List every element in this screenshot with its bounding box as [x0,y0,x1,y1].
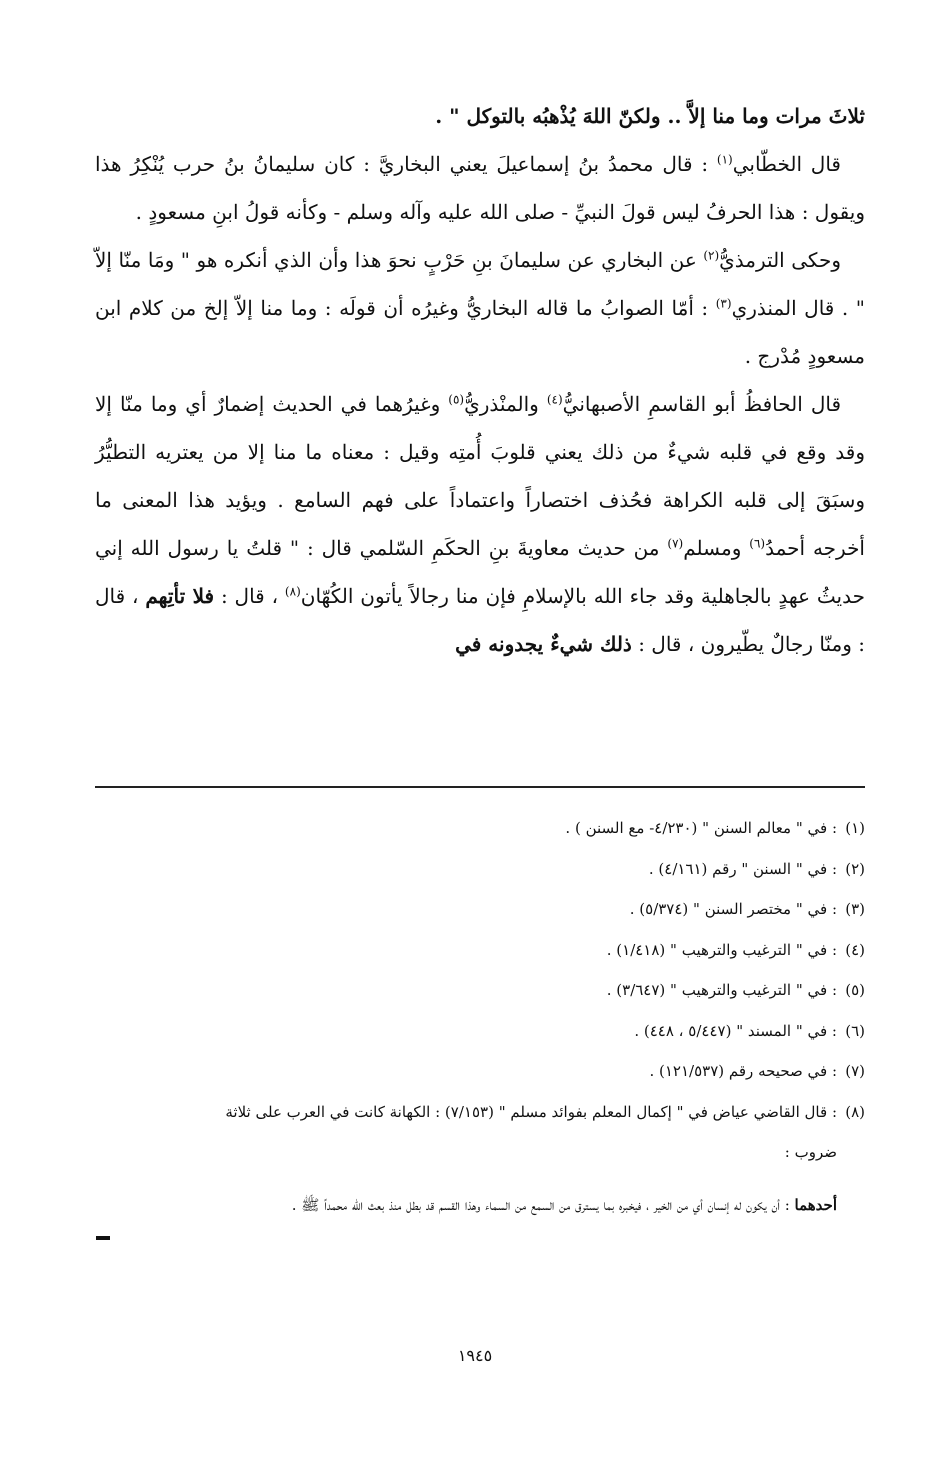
footnote-number: (٧) [845,1062,865,1080]
footnote [95,1051,865,1092]
paragraph-text: : قال محمدُ بنُ إسماعيلَ يعني البخاريَّ : كان سليمانُ بنُ حرب يُنْكِرُ هذا ويقول : هذا الحرفُ ليس قولَ النبيِّ - صلى الله عليه وآله وسلم - وكأنه قولُ ابنِ مسعودٍ . [95,152,865,224]
footnote-ref[interactable]: (٤) [546,392,563,407]
footnote [95,930,865,971]
footnote-text: : في " المسند " (٥/٤٤٧ ، ٤٤٨) . [634,1021,837,1040]
footnote-divider [95,786,865,788]
footnote-list [95,808,865,1173]
paragraph-text: فلا تأتِهم [145,584,215,608]
paragraph-text: ثلاثَ مرات وما منا إلاَّ .. ولكنّ اللهَ يُذْهبُه بالتوكل " . [435,104,865,128]
paragraph [95,140,865,236]
footnote-number: (٣) [845,900,865,918]
paragraph-text: من حديث معاويةَ بنِ الحكَمِ السّلمي قال : " قلتُ يا رسول الله إني حديثُ عهدٍ بالجاهلية وقد جاء الله بالإسلامِ فإن منا رجالاً يأتون الكُهّان [95,536,865,608]
footnote-text: : في صحيحه رقم (١٢١/٥٣٧) . [649,1062,837,1080]
footnote [95,1011,865,1052]
paragraph-text: والمنْذريُّ [464,392,547,416]
footnote-number: (٥) [845,981,865,999]
footnote [95,1092,865,1133]
footnote-subnote [95,1185,837,1225]
paragraph-text: وحكى الترمذيُّ [719,248,841,272]
footnote [95,970,865,1011]
footnote-ref[interactable]: (٧) [667,536,684,551]
footnote-number: (٢) [845,859,865,878]
paragraph [95,236,865,380]
footnote-number: (٦) [845,1021,865,1040]
footnote-ref[interactable]: (٣) [715,296,732,311]
paragraph-text: ، قال : ومنّا رجالٌ يطّيرون ، قال : [95,584,865,656]
footnote [95,849,865,890]
paragraph [95,380,865,668]
footnote-text: : في " معالم السنن " (٤/٢٣٠- مع السنن ) . [565,819,837,837]
footnote-text: : في " الترغيب والترهيب " (١/٤١٨) . [606,940,837,959]
paragraph-text: ، قال : [214,584,285,608]
footnote-ref[interactable]: (٨) [284,584,301,599]
footnote [95,889,865,930]
paragraph-text: وغيرُهما في الحديث إضمارٌ أي وما منّا إلا وقد وقع في قلبه شيءٌ من ذلك يعني قلوبَ أُمتِه وقيل : معناه ما منا إلا من يعتريه التطيُّرُ وسبَقَ إلى قلبه الكراهة فحُذف اختصاراً واعتماداً على فهم السامع . ويؤيد هذا المعنى ما أخرجه أحمدُ [95,392,865,560]
main-text [95,92,865,668]
footnote-text: : قال القاضي عياض في " إكمال المعلم بفوائد مسلم " (٧/١٥٣) : الكهانة كانت في العرب على ثلاثة [225,1102,837,1121]
paragraph-text: قال الخطّابي [732,152,841,176]
page-number: ١٩٤٥ [457,1346,493,1365]
footnote-number: (١) [845,819,865,837]
paragraph-text: ومسلم [683,536,750,560]
subnote-lead: أحدهما [794,1195,837,1214]
footnote-number: (٨) [845,1102,865,1121]
footnote-text: : في " السنن " رقم (٤/١٦١) . [648,859,837,878]
paragraph-text: عن البخاري عن سليمانَ بنِ حَرْبٍ نحوَ هذا وأن الذي أنكره هو " ومَا منّا إلاّ " . قال المنذري [95,248,866,320]
continuation-marker [96,1236,110,1240]
footnote-continuation: ضروب : [784,1143,837,1161]
footnote-ref[interactable]: (٦) [749,536,766,551]
footnote-text: : في " الترغيب والترهيب " (٣/٦٤٧) . [606,981,837,999]
subnote-text: : أن يكون له إنسان أي من الخير ، فيخبره بما يسترق من السمع من السماء وهذا القسم قد بطل منذ بعث الله محمداً ﷺ . [291,1195,795,1214]
paragraph [95,92,865,140]
footnote-text: : في " مختصر السنن " (٥/٣٧٤) . [629,900,837,918]
paragraph-text: ذلك شيءٌ يجدونه في [455,632,632,656]
footnote-ref[interactable]: (١) [716,152,733,167]
footnote-ref[interactable]: (٢) [703,248,720,263]
footnote-ref[interactable]: (٥) [448,392,465,407]
paragraph-text: قال الحافظُ أبو القاسمِ الأصبهانيُّ [562,392,842,416]
footnote [95,808,865,849]
paragraph-text: : أمّا الصوابُ ما قاله البخاريُّ وغيرُه أن قولَه : وما منا إلاّ إلخ من كلام ابن مسعودٍ مُدْرج . [95,296,865,368]
footnote-number: (٤) [845,940,865,959]
footnotes-section [95,808,865,1225]
